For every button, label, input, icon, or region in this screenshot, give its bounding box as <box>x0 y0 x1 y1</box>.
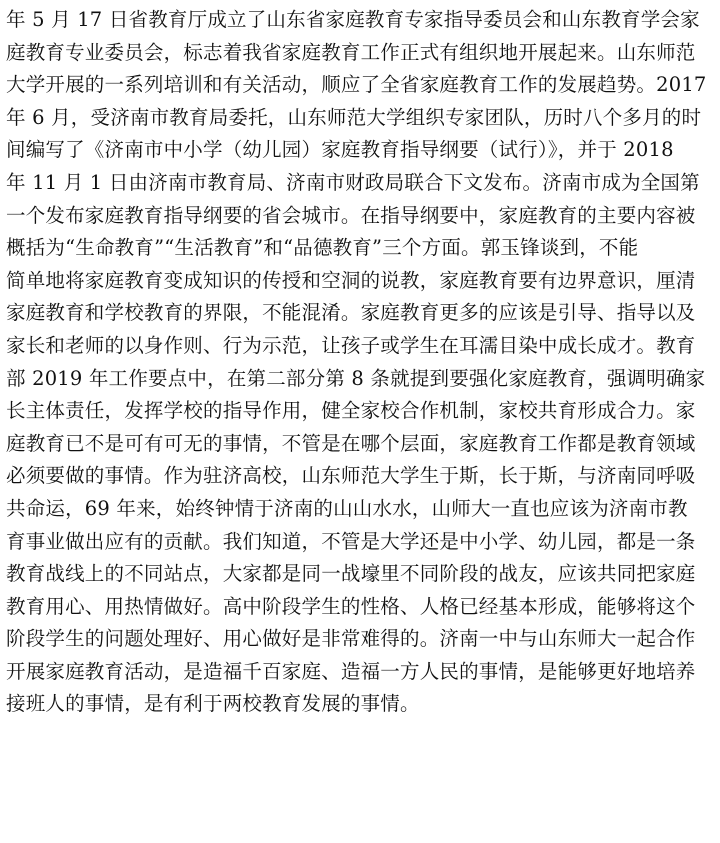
text-line: 简单地将家庭教育变成知识的传授和空洞的说教，家庭教育要有边界意识，厘清 <box>6 268 696 292</box>
text-line: 部 2019 年工作要点中，在第二部分第 8 条就提到要强化家庭教育，强调明确家 <box>6 366 706 390</box>
text-line: 年 5 月 17 日省教育厅成立了山东省家庭教育专家指导委员会和山东教育学会家 <box>6 8 700 31</box>
text-line: 共命运，69 年来，始终钟情于济南的山山水水，山师大一直也应该为济南市教 <box>6 496 688 520</box>
text-line: 开展家庭教育活动，是造福千百家庭、造福一方人民的事情，是能够更好地培养 <box>6 659 696 683</box>
text-line: 教育用心、用热情做好。高中阶段学生的性格、人格已经基本形成，能够将这个 <box>6 594 696 618</box>
text-line: 庭教育已不是可有可无的事情，不管是在哪个层面，家庭教育工作都是教育领域 <box>6 431 696 455</box>
text-line: 必须要做的事情。作为驻济高校，山东师范大学生于斯，长于斯，与济南同呼吸 <box>6 464 696 488</box>
text-line: 阶段学生的问题处理好、用心做好是非常难得的。济南一中与山东师大一起合作 <box>6 627 696 651</box>
text-line: 年 6 月，受济南市教育局委托，山东师范大学组织专家团队，历时八个多月的时 <box>6 105 702 129</box>
text-line: 庭教育专业委员会，标志着我省家庭教育工作正式有组织地开展起来。山东师范 <box>6 40 696 64</box>
text-line: 长主体责任，发挥学校的指导作用，健全家校合作机制，家校共育形成合力。家 <box>6 399 696 423</box>
text-line: 概括为“生命教育”“生活教育”和“品德教育”三个方面。郭玉锋谈到，不能 <box>6 236 639 260</box>
body-text <box>6 4 714 721</box>
text-line: 家庭教育和学校教育的界限，不能混淆。家庭教育更多的应该是引导、指导以及 <box>6 301 696 325</box>
text-line: 育事业做出应有的贡献。我们知道，不管是大学还是中小学、幼儿园，都是一条 <box>6 529 696 553</box>
text-line: 间编写了《济南市中小学（幼儿园）家庭教育指导纲要（试行）》，并于 2018 <box>6 138 674 162</box>
text-line: 接班人的事情，是有利于两校教育发展的事情。 <box>6 692 420 716</box>
text-line: 一个发布家庭教育指导纲要的省会城市。在指导纲要中，家庭教育的主要内容被 <box>6 203 696 227</box>
text-line: 家长和老师的以身作则、行为示范，让孩子或学生在耳濡目染中成长成才。教育 <box>6 333 696 357</box>
text-line: 大学开展的一系列培训和有关活动，顺应了全省家庭教育工作的发展趋势。2017 <box>6 73 707 97</box>
text-line: 教育战线上的不同站点，大家都是同一战壕里不同阶段的战友，应该共同把家庭 <box>6 562 696 586</box>
text-line: 年 11 月 1 日由济南市教育局、济南市财政局联合下文发布。济南市成为全国第 <box>6 170 700 194</box>
